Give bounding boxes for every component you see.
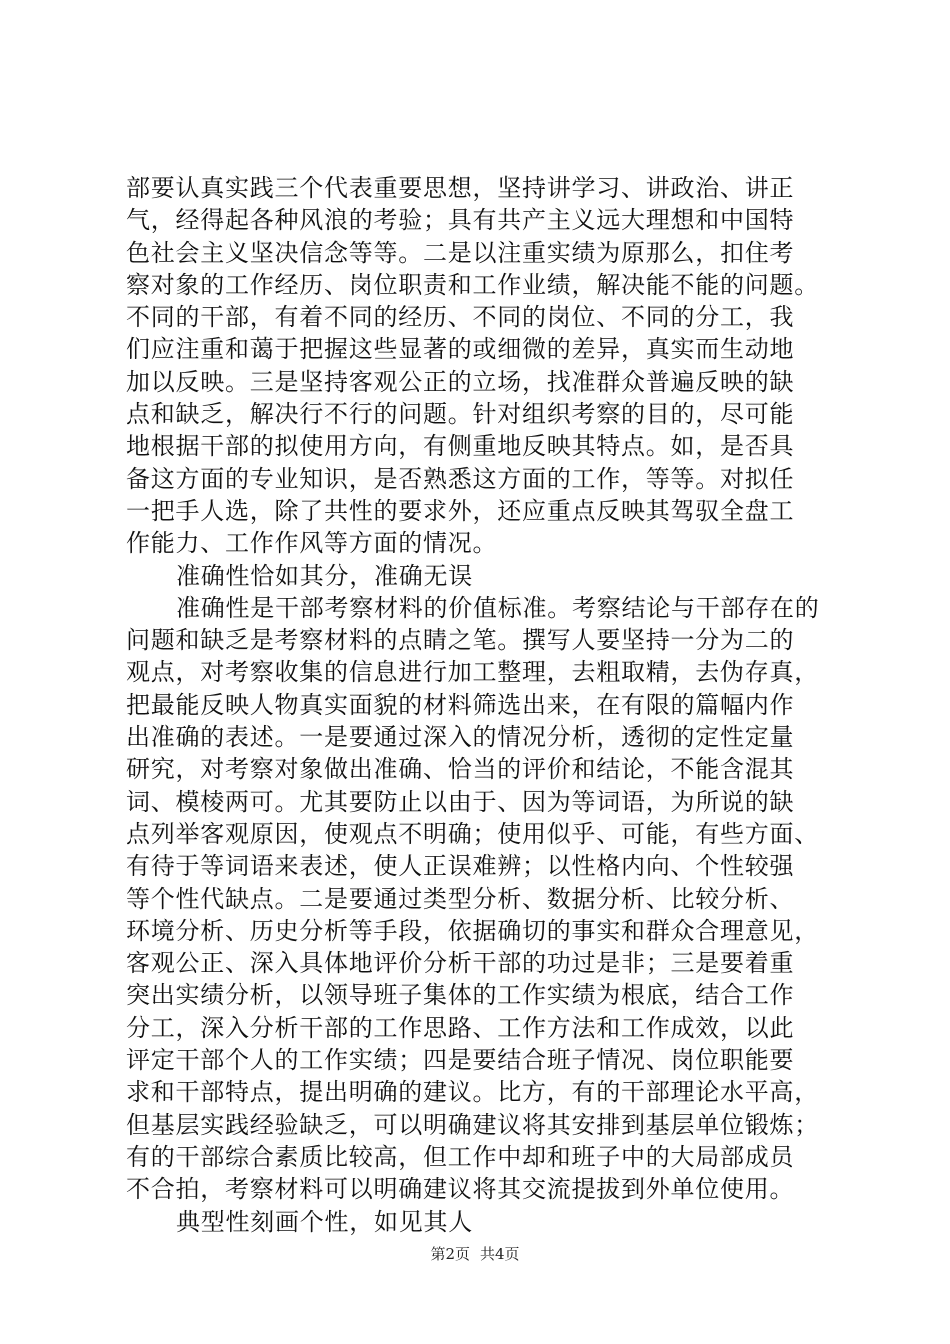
text-line: 有的干部综合素质比较高，但工作中却和班子中的大局部成员	[126, 1142, 795, 1171]
text-line: 突出实绩分析，以领导班子集体的工作实绩为根底，结合工作	[126, 981, 795, 1010]
text-line: 色社会主义坚决信念等等。二是以注重实绩为原那么，扣住考	[126, 238, 795, 267]
page-total: 共4页	[480, 1245, 520, 1263]
text-line: 但基层实践经验缺乏，可以明确建议将其安排到基层单位锻炼；	[126, 1110, 819, 1139]
text-line: 地根据干部的拟使用方向，有侧重地反映其特点。如，是否具	[126, 432, 795, 461]
text-line: 把最能反映人物真实面貌的材料筛选出来，在有限的篇幅内作	[126, 690, 795, 719]
text-line: 作能力、工作作风等方面的情况。	[126, 529, 498, 558]
text-line: 客观公正、深入具体地评价分析干部的功过是非；三是要着重	[126, 949, 795, 978]
text-line: 分工，深入分析干部的工作思路、工作方法和工作成效，以此	[126, 1013, 795, 1042]
page-footer	[0, 1244, 950, 1264]
text-line: 不合拍，考察材料可以明确建议将其交流提拔到外单位使用。	[126, 1175, 795, 1204]
text-line: 评定干部个人的工作实绩；四是要结合班子情况、岗位职能要	[126, 1046, 795, 1075]
text-line: 点列举客观原因，使观点不明确；使用似乎、可能，有些方面、	[126, 819, 819, 848]
text-line: 求和干部特点，提出明确的建议。比方，有的干部理论水平高，	[126, 1078, 819, 1107]
text-line: 察对象的工作经历、岗位职责和工作业绩，解决能不能的问题。	[126, 270, 819, 299]
text-line: 点和缺乏，解决行不行的问题。针对组织考察的目的，尽可能	[126, 400, 795, 429]
paragraph-first-line: 准确性是干部考察材料的价值标准。考察结论与干部存在的	[176, 593, 820, 622]
text-line: 们应注重和蔼于把握这些显著的或细微的差异，真实而生动地	[126, 335, 795, 364]
text-line: 气，经得起各种风浪的考验；具有共产主义远大理想和中国特	[126, 206, 795, 235]
text-line: 备这方面的专业知识，是否熟悉这方面的工作，等等。对拟任	[126, 464, 795, 493]
section-heading: 准确性恰如其分，准确无误	[176, 561, 473, 590]
text-line: 观点，对考察收集的信息进行加工整理，去粗取精，去伪存真，	[126, 658, 819, 687]
page-number: 第2页	[430, 1245, 470, 1263]
text-line: 不同的干部，有着不同的经历、不同的岗位、不同的分工，我	[126, 303, 795, 332]
text-line: 等个性代缺点。二是要通过类型分析、数据分析、比较分析、	[126, 884, 795, 913]
text-line: 研究，对考察对象做出准确、恰当的评价和结论，不能含混其	[126, 755, 795, 784]
text-line: 环境分析、历史分析等手段，依据确切的事实和群众合理意见，	[126, 916, 819, 945]
section-heading: 典型性刻画个性，如见其人	[176, 1207, 473, 1236]
text-line: 部要认真实践三个代表重要思想，坚持讲学习、讲政治、讲正	[126, 174, 795, 202]
text-line: 词、模棱两可。尤其要防止以由于、因为等词语，为所说的缺	[126, 787, 795, 816]
text-line: 出准确的表述。一是要通过深入的情况分析，透彻的定性定量	[126, 723, 795, 752]
text-line: 一把手人选，除了共性的要求外，还应重点反映其驾驭全盘工	[126, 496, 795, 525]
text-line: 加以反映。三是坚持客观公正的立场，找准群众普遍反映的缺	[126, 367, 795, 396]
body-text	[126, 172, 856, 1238]
text-line: 有待于等词语来表述，使人正误难辨；以性格内向、个性较强	[126, 852, 795, 881]
text-line: 问题和缺乏是考察材料的点睛之笔。撰写人要坚持一分为二的	[126, 626, 795, 655]
